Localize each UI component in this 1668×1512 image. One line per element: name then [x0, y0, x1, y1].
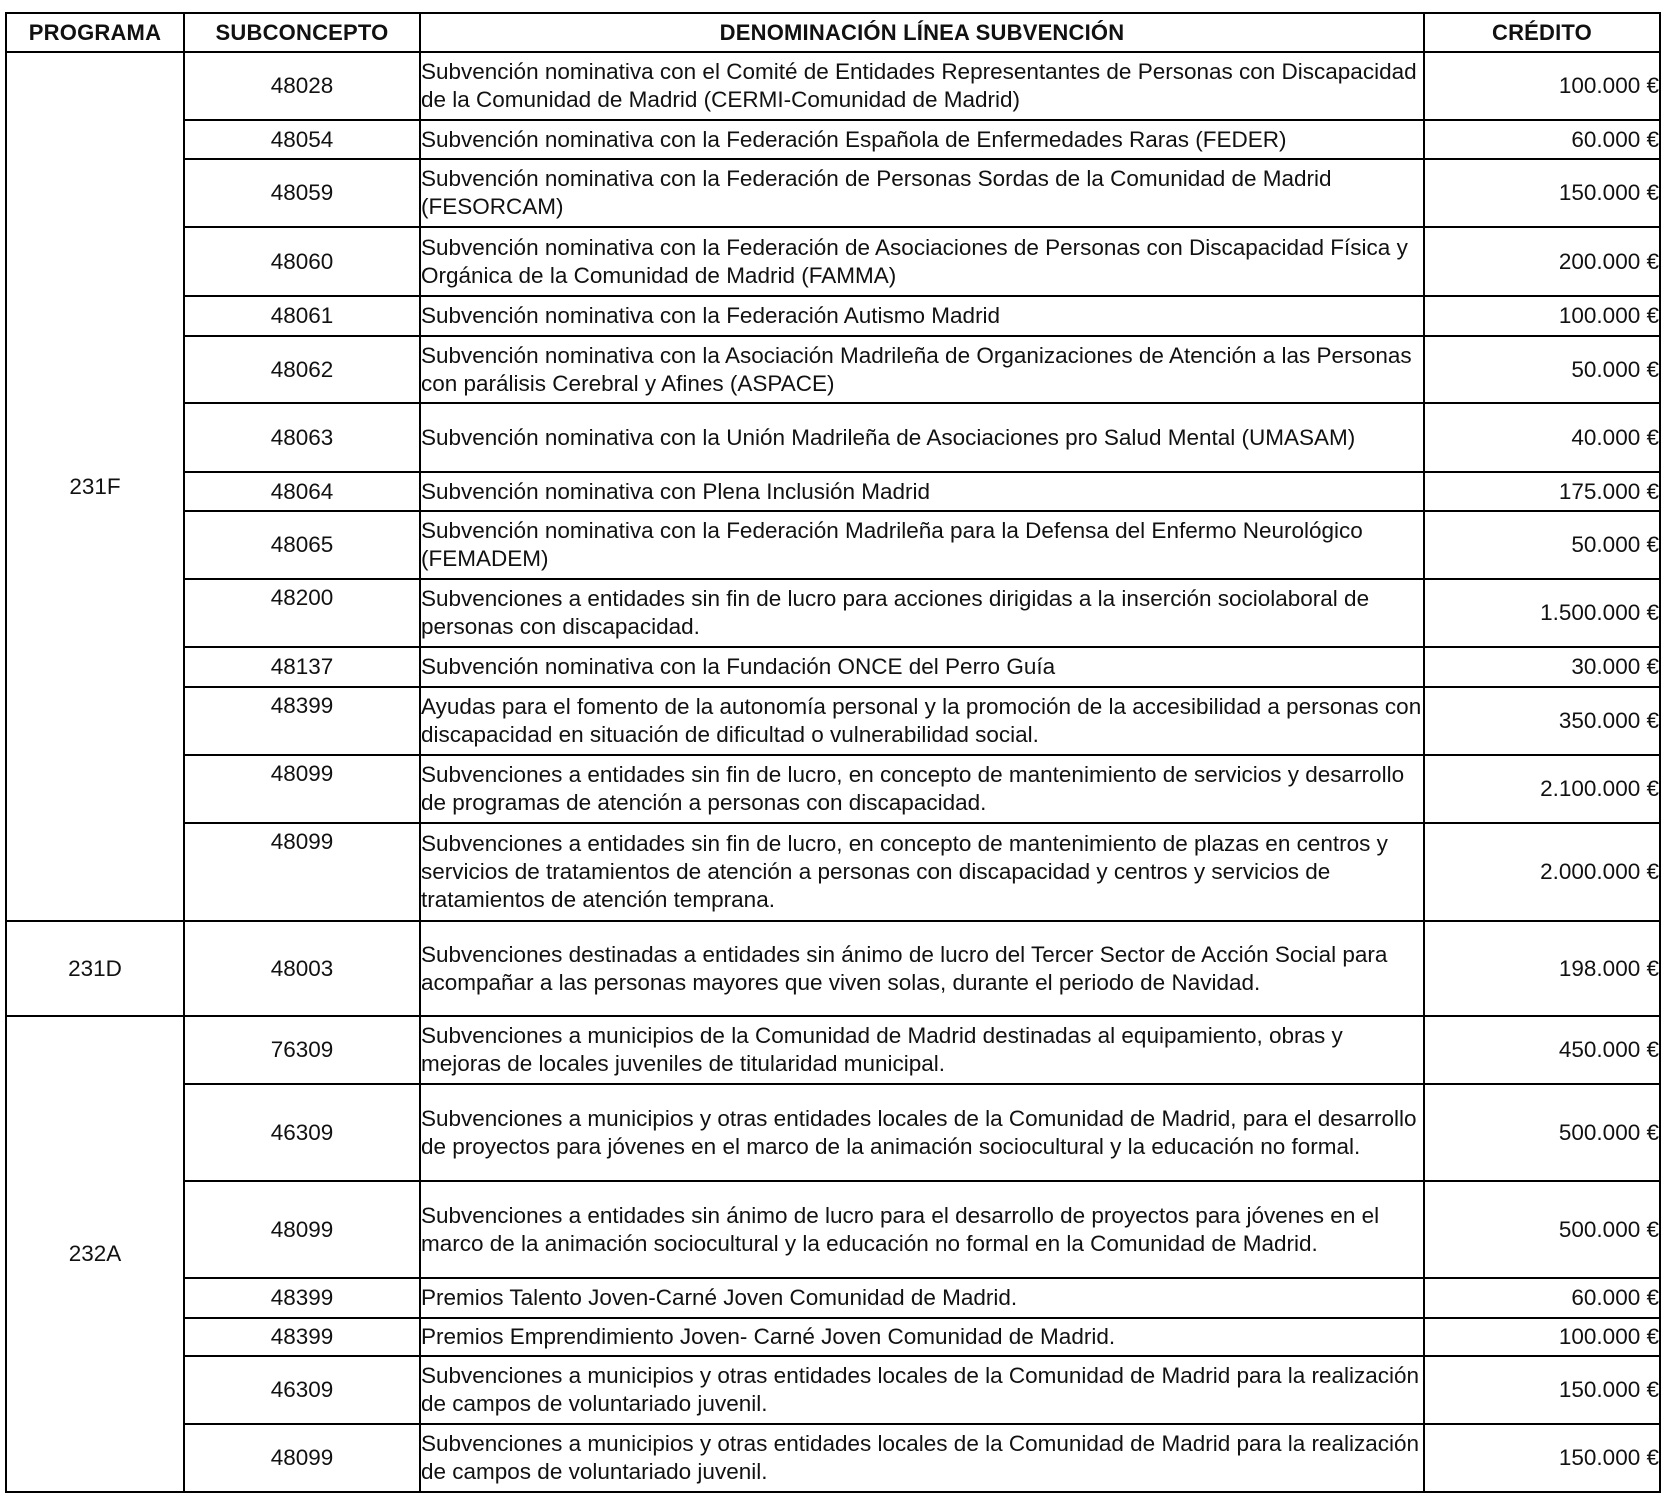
- credito-cell: 150.000 €: [1424, 159, 1660, 227]
- table-row: [6, 1318, 1660, 1356]
- table-row: [6, 1424, 1660, 1492]
- denominacion-cell: Subvenciones a municipios y otras entidades locales de la Comunidad de Madrid para la realización de campos de voluntariado juvenil.: [420, 1424, 1424, 1492]
- credito-cell: 175.000 €: [1424, 472, 1660, 511]
- programa-cell: 231D: [6, 921, 184, 1016]
- table-row: [6, 687, 1660, 755]
- table-row: [6, 647, 1660, 687]
- denominacion-cell: Subvención nominativa con el Comité de Entidades Representantes de Personas con Discapacidad de la Comunidad de Madrid (CERMI-Comunidad de Madrid): [420, 52, 1424, 120]
- credito-cell: 30.000 €: [1424, 647, 1660, 687]
- credito-cell: 100.000 €: [1424, 1318, 1660, 1356]
- subconcepto-cell: 48399: [184, 1278, 420, 1318]
- denominacion-cell: Subvenciones a municipios de la Comunidad de Madrid destinadas al equipamiento, obras y mejoras de locales juveniles de titularidad municipal.: [420, 1016, 1424, 1084]
- credito-cell: 450.000 €: [1424, 1016, 1660, 1084]
- table-row: [6, 511, 1660, 579]
- table-row: [6, 227, 1660, 296]
- subconcepto-cell: 76309: [184, 1016, 420, 1084]
- subsidy-lines-table: [5, 12, 1661, 1493]
- header-denominacion: DENOMINACIÓN LÍNEA SUBVENCIÓN: [420, 13, 1424, 52]
- denominacion-cell: Subvención nominativa con la Federación de Asociaciones de Personas con Discapacidad Física y Orgánica de la Comunidad de Madrid (FAMMA): [420, 227, 1424, 296]
- denominacion-cell: Subvenciones a municipios y otras entidades locales de la Comunidad de Madrid para la realización de campos de voluntariado juvenil.: [420, 1356, 1424, 1424]
- table-row: [6, 1356, 1660, 1424]
- subconcepto-cell: 48060: [184, 227, 420, 296]
- subconcepto-cell: 48062: [184, 336, 420, 403]
- denominacion-cell: Subvenciones a entidades sin fin de lucro, en concepto de mantenimiento de servicios y desarrollo de programas de atención a personas con discapacidad.: [420, 755, 1424, 823]
- credito-cell: 500.000 €: [1424, 1181, 1660, 1278]
- header-programa: PROGRAMA: [6, 13, 184, 52]
- denominacion-cell: Subvención nominativa con la Unión Madrileña de Asociaciones pro Salud Mental (UMASAM): [420, 403, 1424, 472]
- credito-cell: 100.000 €: [1424, 52, 1660, 120]
- denominacion-cell: Subvenciones destinadas a entidades sin ánimo de lucro del Tercer Sector de Acción Social para acompañar a las personas mayores que viven solas, durante el periodo de Navidad.: [420, 921, 1424, 1016]
- subconcepto-cell: 48003: [184, 921, 420, 1016]
- subconcepto-cell: 48137: [184, 647, 420, 687]
- denominacion-cell: Premios Talento Joven-Carné Joven Comunidad de Madrid.: [420, 1278, 1424, 1318]
- subconcepto-cell: 48061: [184, 296, 420, 336]
- table-row: [6, 472, 1660, 511]
- table-row: [6, 296, 1660, 336]
- denominacion-cell: Subvención nominativa con la Asociación Madrileña de Organizaciones de Atención a las Personas con parálisis Cerebral y Afines (ASPACE): [420, 336, 1424, 403]
- denominacion-cell: Subvención nominativa con Plena Inclusión Madrid: [420, 472, 1424, 511]
- table-row: [6, 1016, 1660, 1084]
- table-row: [6, 1181, 1660, 1278]
- subconcepto-cell: 48028: [184, 52, 420, 120]
- subconcepto-cell: 48099: [184, 823, 420, 921]
- table-row: [6, 159, 1660, 227]
- denominacion-cell: Subvenciones a entidades sin ánimo de lucro para el desarrollo de proyectos para jóvenes en el marco de la animación sociocultural y la educación no formal en la Comunidad de Madrid.: [420, 1181, 1424, 1278]
- denominacion-cell: Subvención nominativa con la Federación Autismo Madrid: [420, 296, 1424, 336]
- subconcepto-cell: 48200: [184, 579, 420, 647]
- subconcepto-cell: 48099: [184, 755, 420, 823]
- denominacion-cell: Subvención nominativa con la Federación Española de Enfermedades Raras (FEDER): [420, 120, 1424, 159]
- subconcepto-cell: 48065: [184, 511, 420, 579]
- table-row: [6, 403, 1660, 472]
- table-header-row: [6, 13, 1660, 52]
- credito-cell: 500.000 €: [1424, 1084, 1660, 1181]
- table-row: [6, 52, 1660, 120]
- header-credito: CRÉDITO: [1424, 13, 1660, 52]
- subconcepto-cell: 48399: [184, 1318, 420, 1356]
- header-subconcepto: SUBCONCEPTO: [184, 13, 420, 52]
- denominacion-cell: Subvenciones a entidades sin fin de lucro, en concepto de mantenimiento de plazas en centros y servicios de tratamientos de atención a personas con discapacidad y centros y servicios de tratamientos de atención temprana.: [420, 823, 1424, 921]
- denominacion-cell: Premios Emprendimiento Joven- Carné Joven Comunidad de Madrid.: [420, 1318, 1424, 1356]
- denominacion-cell: Subvención nominativa con la Federación Madrileña para la Defensa del Enfermo Neurológico (FEMADEM): [420, 511, 1424, 579]
- table-row: [6, 921, 1660, 1016]
- subconcepto-cell: 48099: [184, 1181, 420, 1278]
- credito-cell: 60.000 €: [1424, 120, 1660, 159]
- denominacion-cell: Subvenciones a entidades sin fin de lucro para acciones dirigidas a la inserción sociolaboral de personas con discapacidad.: [420, 579, 1424, 647]
- table-body: [6, 52, 1660, 1492]
- credito-cell: 2.100.000 €: [1424, 755, 1660, 823]
- table-row: [6, 823, 1660, 921]
- subconcepto-cell: 48399: [184, 687, 420, 755]
- subconcepto-cell: 48054: [184, 120, 420, 159]
- programa-cell: 232A: [6, 1016, 184, 1492]
- credito-cell: 40.000 €: [1424, 403, 1660, 472]
- credito-cell: 350.000 €: [1424, 687, 1660, 755]
- subconcepto-cell: 48099: [184, 1424, 420, 1492]
- subconcepto-cell: 46309: [184, 1356, 420, 1424]
- table-row: [6, 120, 1660, 159]
- subconcepto-cell: 48063: [184, 403, 420, 472]
- credito-cell: 200.000 €: [1424, 227, 1660, 296]
- table-row: [6, 1084, 1660, 1181]
- credito-cell: 1.500.000 €: [1424, 579, 1660, 647]
- credito-cell: 50.000 €: [1424, 336, 1660, 403]
- credito-cell: 50.000 €: [1424, 511, 1660, 579]
- programa-cell: 231F: [6, 52, 184, 921]
- denominacion-cell: Subvenciones a municipios y otras entidades locales de la Comunidad de Madrid, para el desarrollo de proyectos para jóvenes en el marco de la animación sociocultural y la educación no formal.: [420, 1084, 1424, 1181]
- credito-cell: 60.000 €: [1424, 1278, 1660, 1318]
- credito-cell: 198.000 €: [1424, 921, 1660, 1016]
- credito-cell: 150.000 €: [1424, 1356, 1660, 1424]
- denominacion-cell: Ayudas para el fomento de la autonomía personal y la promoción de la accesibilidad a personas con discapacidad en situación de dificultad o vulnerabilidad social.: [420, 687, 1424, 755]
- denominacion-cell: Subvención nominativa con la Fundación ONCE del Perro Guía: [420, 647, 1424, 687]
- table-row: [6, 579, 1660, 647]
- table-row: [6, 336, 1660, 403]
- credito-cell: 2.000.000 €: [1424, 823, 1660, 921]
- subconcepto-cell: 48064: [184, 472, 420, 511]
- credito-cell: 150.000 €: [1424, 1424, 1660, 1492]
- credito-cell: 100.000 €: [1424, 296, 1660, 336]
- table-row: [6, 1278, 1660, 1318]
- table-row: [6, 755, 1660, 823]
- subconcepto-cell: 46309: [184, 1084, 420, 1181]
- denominacion-cell: Subvención nominativa con la Federación de Personas Sordas de la Comunidad de Madrid (FESORCAM): [420, 159, 1424, 227]
- subconcepto-cell: 48059: [184, 159, 420, 227]
